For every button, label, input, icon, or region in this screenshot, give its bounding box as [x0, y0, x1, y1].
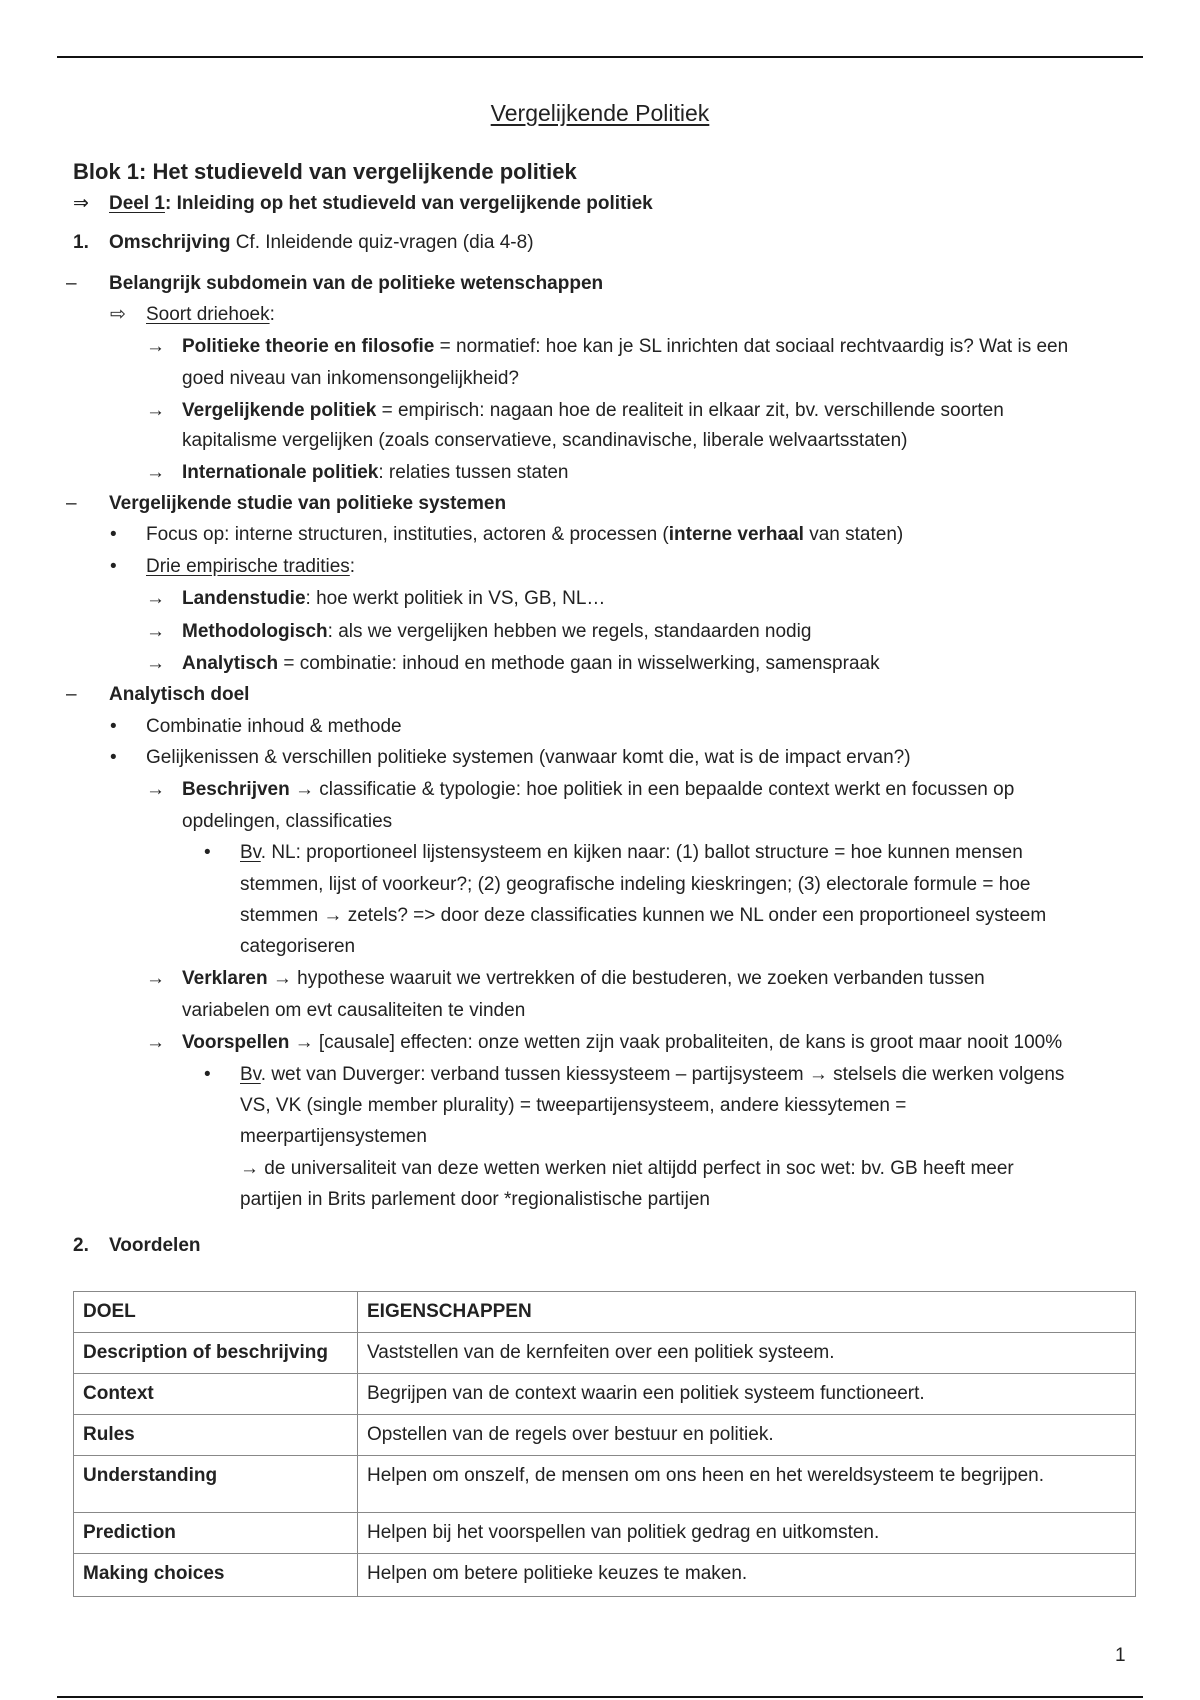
triangle-item-comparative: → Vergelijkende politiek = empirisch: nagaan hoe de realiteit in elkaar zit, bv. verschillende soorten [146, 397, 1004, 425]
arrow-icon: → [146, 400, 165, 421]
triangle-item-international: → Internationale politiek: relaties tussen staten [146, 459, 568, 487]
section-title: Voordelen [109, 1235, 201, 1256]
example-duverger-line5: partijen in Brits parlement door *regionalistische partijen [240, 1189, 710, 1210]
table-row [74, 1513, 1136, 1554]
goal-bullet-combination: • Combinatie inhoud & methode [110, 713, 402, 741]
open-arrow-icon: ⇨ [110, 304, 126, 325]
example-duverger-line4: → de universaliteit van deze wetten werken niet altijdd perfect in soc wet: bv. GB heeft meer [240, 1158, 1014, 1179]
triangle-item-theory-cont: goed niveau van inkomensongelijkheid? [182, 368, 519, 389]
table-cell: Making choices [74, 1554, 358, 1597]
arrow-icon: → [146, 1032, 165, 1053]
bullet-icon: • [110, 524, 117, 545]
arrow-icon: → [146, 653, 165, 674]
table-cell: Helpen om onszelf, de mensen om ons heen en het wereldsysteem te begrijpen. [358, 1456, 1136, 1513]
arrow-icon: → [146, 621, 165, 642]
subdomain-heading: – Belangrijk subdomein van de politieke wetenschappen [66, 270, 603, 298]
goal-explain-cont: variabelen om evt causaliteiten te vinden [182, 1000, 526, 1021]
bullet-icon: • [110, 556, 117, 577]
section-number: 1. [73, 232, 89, 253]
table-row [74, 1456, 1136, 1513]
part-text: : Inleiding op het studieveld van vergelijkende politiek [164, 193, 653, 214]
table-header-cell: DOEL [74, 1292, 358, 1333]
example-nl-line2: stemmen, lijst of voorkeur?; (2) geografische indeling kieskringen; (3) electorale formule = hoe [240, 874, 1031, 895]
goal-explain: → Verklaren → hypothese waaruit we vertrekken of die bestuderen, we zoeken verbanden tussen [146, 965, 985, 993]
advantages-table [73, 1291, 1136, 1597]
table-cell: Rules [74, 1415, 358, 1456]
analytical-goal-heading: – Analytisch doel [66, 681, 249, 709]
table-cell: Begrijpen van de context waarin een politiek systeem functioneert. [358, 1374, 1136, 1415]
goal-describe: → Beschrijven → classificatie & typologie: hoe politiek in een bepaalde context werkt en focussen op [146, 776, 1014, 804]
bullet-icon: • [204, 1064, 211, 1085]
focus-bullet: • Focus op: interne structuren, instituties, actoren & processen (interne verhaal van staten) [110, 521, 903, 549]
tradition-country: → Landenstudie: hoe werkt politiek in VS, GB, NL… [146, 585, 605, 613]
bullet-icon: • [204, 842, 211, 863]
block-heading: Blok 1: Het studieveld van vergelijkende politiek [73, 159, 577, 184]
arrow-icon: → [146, 588, 165, 609]
goal-bullet-similarities: • Gelijkenissen & verschillen politieke systemen (vanwaar komt die, wat is de impact ervan?) [110, 744, 911, 772]
table-cell: Vaststellen van de kernfeiten over een politiek systeem. [358, 1333, 1136, 1374]
table-cell: Helpen om betere politieke keuzes te maken. [358, 1554, 1136, 1597]
bullet-icon: • [110, 747, 117, 768]
triangle-item-theory: → Politieke theorie en filosofie = normatief: hoe kan je SL inrichten dat sociaal rechtvaardig is? Wat is een [146, 333, 1068, 361]
section-2-heading [73, 1232, 201, 1260]
table-row [74, 1554, 1136, 1597]
page-number: 1 [1115, 1645, 1126, 1666]
table-row [74, 1333, 1136, 1374]
section-title: Omschrijving [109, 232, 231, 253]
bottom-rule [57, 1696, 1143, 1698]
tradition-methodological: → Methodologisch: als we vergelijken hebben we regels, standaarden nodig [146, 618, 811, 646]
table-cell: Prediction [74, 1513, 358, 1554]
part-label: Deel 1 [109, 193, 165, 214]
comparative-study-heading: – Vergelijkende studie van politieke systemen [66, 490, 506, 518]
table-cell: Understanding [74, 1456, 358, 1513]
table-row [74, 1374, 1136, 1415]
section-note: Cf. Inleidende quiz-vragen (dia 4-8) [230, 232, 534, 253]
part-line [73, 190, 653, 218]
table-header-cell: EIGENSCHAPPEN [358, 1292, 1136, 1333]
triangle-item-comparative-cont: kapitalisme vergelijken (zoals conservatieve, scandinavische, liberale welvaartsstaten) [182, 430, 908, 451]
goal-describe-cont: opdelingen, classificaties [182, 811, 393, 832]
dash-icon: – [66, 493, 77, 514]
arrow-icon: → [146, 336, 165, 357]
table-cell: Context [74, 1374, 358, 1415]
triangle-line: ⇨ Soort driehoek: [110, 301, 275, 329]
arrow-icon: → [146, 779, 165, 800]
example-nl: • Bv. NL: proportioneel lijstensysteem en kijken naar: (1) ballot structure = hoe kunnen mensen [204, 839, 1023, 867]
dash-icon: – [66, 273, 77, 294]
table-cell: Helpen bij het voorspellen van politiek gedrag en uitkomsten. [358, 1513, 1136, 1554]
example-nl-line4: categoriseren [240, 936, 356, 957]
example-duverger: • Bv. wet van Duverger: verband tussen kiessysteem – partijsysteem → stelsels die werken volgens [204, 1061, 1064, 1089]
double-arrow-icon: ⇒ [73, 193, 89, 214]
traditions-bullet: • Drie empirische tradities: [110, 553, 355, 581]
table-cell: Opstellen van de regels over bestuur en politiek. [358, 1415, 1136, 1456]
section-1-heading [73, 229, 534, 257]
top-rule [57, 56, 1143, 58]
section-number: 2. [73, 1235, 89, 1256]
arrow-icon: → [146, 462, 165, 483]
example-nl-line3: stemmen → zetels? => door deze classificaties kunnen we NL onder een proportioneel systeem [240, 905, 1047, 926]
tradition-analytical: → Analytisch = combinatie: inhoud en methode gaan in wisselwerking, samenspraak [146, 650, 880, 678]
table-row [74, 1415, 1136, 1456]
dash-icon: – [66, 684, 77, 705]
table-header-row [74, 1292, 1136, 1333]
arrow-icon: → [146, 968, 165, 989]
document-title: Vergelijkende Politiek [490, 100, 710, 126]
bullet-icon: • [110, 716, 117, 737]
example-duverger-line2: VS, VK (single member plurality) = tweepartijensysteem, andere kiessytemen = [240, 1095, 907, 1116]
example-duverger-line3: meerpartijensystemen [240, 1126, 427, 1147]
table-cell: Description of beschrijving [74, 1333, 358, 1374]
goal-predict: → Voorspellen → [causale] effecten: onze wetten zijn vaak probaliteiten, de kans is groot maar nooit 100% [146, 1029, 1062, 1057]
